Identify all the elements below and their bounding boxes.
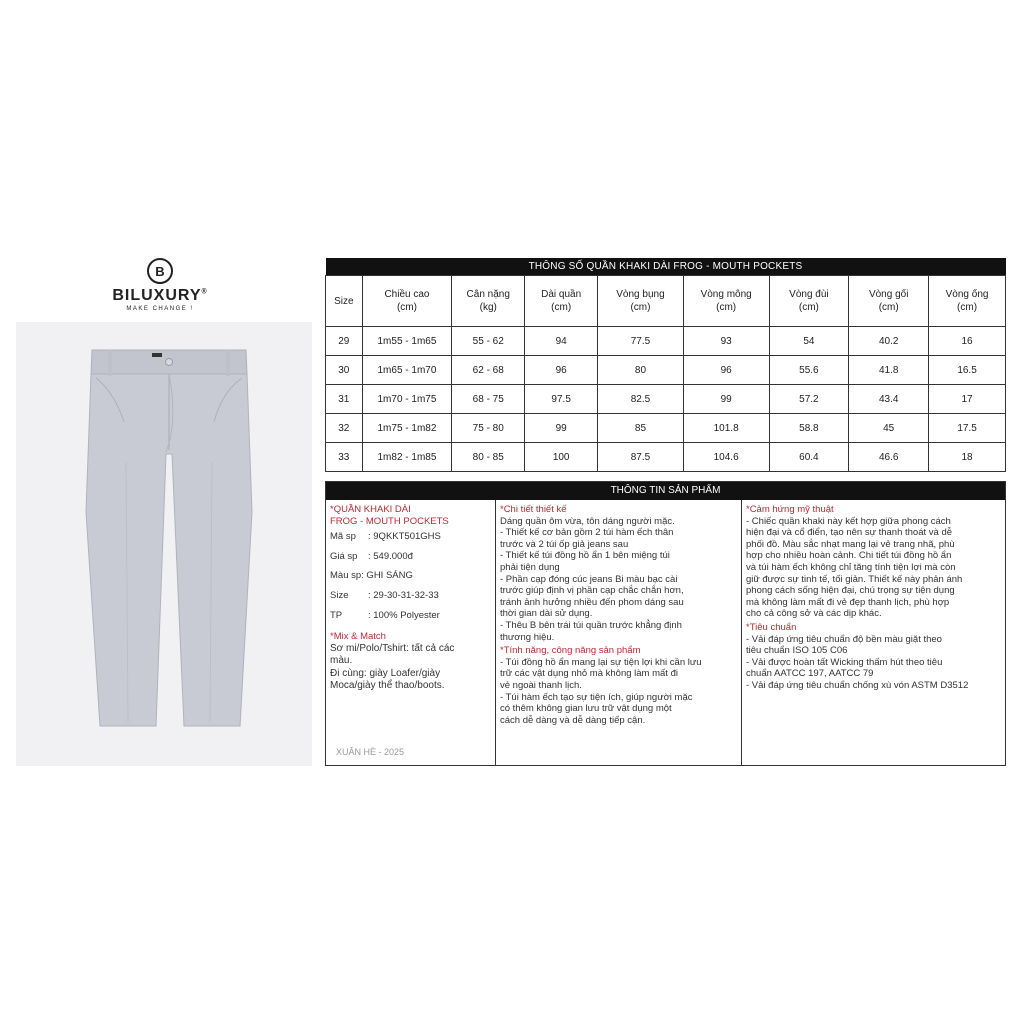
table-cell: 46.6	[849, 443, 929, 472]
khaki-pants-image	[16, 322, 312, 766]
table-cell: 99	[525, 414, 598, 443]
header-cell: Dài quần (cm)	[525, 276, 598, 327]
table-cell: 60.4	[769, 443, 849, 472]
header-cell: Size	[326, 276, 363, 327]
table-cell: 1m82 - 1m85	[362, 443, 452, 472]
table-cell: 1m55 - 1m65	[362, 327, 452, 356]
size-row: Size : 29-30-31-32-33	[330, 589, 439, 601]
price-row: Giá sp : 549.000đ	[330, 550, 413, 562]
table-row	[326, 385, 1006, 414]
inspiration-text: - Chiếc quần khaki này kết hợp giữa phong cách hiện đại và cổ điển, tạo nên sự thanh thoát và dễ phối đồ. Màu sắc nhạt mang lại vẻ trang nhã, phù hợp cho nhiều hoàn cảnh. Chi tiết túi đồng hồ ẩn và túi hàm ếch không chỉ tăng tính tiện lợi mà còn giữ được sự tinh tế, tối giản. Thiết kế này phản ánh phong cách sống hiện đại, chú trọng sự tiện dụng mà không làm mất đi vẻ đẹp thanh lịch, phù hợp cho cả công sở và các dịp khác.	[746, 515, 963, 620]
header-cell: Vòng đùi (cm)	[769, 276, 849, 327]
table-cell: 1m65 - 1m70	[362, 356, 452, 385]
features-text: - Túi đồng hồ ẩn mang lại sự tiện lợi khi cần lưu trữ các vật dụng nhỏ mà không làm mất đi vẻ ngoài thanh lịch. - Túi hàm ếch tạo sự tiện ích, giúp người mặc có thêm không gian lưu trữ vật dụng một cách dễ dàng và dễ dàng tiếp cận.	[500, 656, 702, 726]
color-row: Màu sp: GHI SÁNG	[330, 570, 413, 582]
table-row	[326, 356, 1006, 385]
season-label: XUÂN HÈ - 2025	[336, 747, 405, 758]
info-column-inspiration	[741, 500, 1005, 765]
info-column-basic	[326, 500, 495, 765]
table-cell: 68 - 75	[452, 385, 525, 414]
header-cell: Vòng gối (cm)	[849, 276, 929, 327]
brand-b-icon: B	[147, 258, 173, 284]
table-cell: 45	[849, 414, 929, 443]
table-cell: 1m70 - 1m75	[362, 385, 452, 414]
table-cell: 43.4	[849, 385, 929, 414]
table-cell: 29	[326, 327, 363, 356]
table-cell: 58.8	[769, 414, 849, 443]
size-spec-table	[325, 258, 1006, 472]
info-title: THÔNG TIN SẢN PHẨM	[326, 482, 1005, 500]
header-cell: Vòng bụng (cm)	[598, 276, 684, 327]
table-cell: 100	[525, 443, 598, 472]
table-cell: 55 - 62	[452, 327, 525, 356]
table-cell: 17.5	[929, 414, 1006, 443]
brand-logo	[104, 258, 216, 312]
table-cell: 41.8	[849, 356, 929, 385]
table-cell: 54	[769, 327, 849, 356]
header-cell: Cân nặng (kg)	[452, 276, 525, 327]
registered-mark: ®	[201, 288, 208, 296]
table-cell: 30	[326, 356, 363, 385]
standards-title: *Tiêu chuẩn	[746, 621, 797, 633]
table-row	[326, 443, 1006, 472]
table-cell: 17	[929, 385, 1006, 414]
inspiration-title: *Cảm hứng mỹ thuật	[746, 504, 834, 515]
table-cell: 16	[929, 327, 1006, 356]
table-cell: 75 - 80	[452, 414, 525, 443]
table-row	[326, 414, 1006, 443]
table-row	[326, 327, 1006, 356]
table-cell: 40.2	[849, 327, 929, 356]
table-cell: 85	[598, 414, 684, 443]
spec-header-row	[326, 276, 1006, 327]
material-row: TP : 100% Polyester	[330, 609, 440, 621]
table-cell: 97.5	[525, 385, 598, 414]
table-cell: 80 - 85	[452, 443, 525, 472]
table-cell: 1m75 - 1m82	[362, 414, 452, 443]
table-cell: 80	[598, 356, 684, 385]
table-cell: 96	[525, 356, 598, 385]
table-cell: 18	[929, 443, 1006, 472]
brand-tagline: MAKE CHANGE !	[126, 306, 194, 312]
table-cell: 55.6	[769, 356, 849, 385]
table-cell: 33	[326, 443, 363, 472]
table-cell: 93	[683, 327, 769, 356]
spec-table-title: THÔNG SỐ QUẦN KHAKI DÀI FROG - MOUTH POCKETS	[326, 258, 1006, 276]
table-cell: 96	[683, 356, 769, 385]
table-cell: 87.5	[598, 443, 684, 472]
brand-name: BILUXURY	[112, 287, 202, 304]
features-title: *Tính năng, công năng sản phẩm	[500, 645, 641, 657]
table-cell: 104.6	[683, 443, 769, 472]
table-cell: 99	[683, 385, 769, 414]
header-cell: Vòng ống (cm)	[929, 276, 1006, 327]
product-info-panel	[325, 481, 1006, 766]
table-cell: 32	[326, 414, 363, 443]
table-cell: 82.5	[598, 385, 684, 414]
header-cell: Chiều cao (cm)	[362, 276, 452, 327]
header-cell: Vòng mông (cm)	[683, 276, 769, 327]
table-cell: 57.2	[769, 385, 849, 414]
table-cell: 62 - 68	[452, 356, 525, 385]
table-cell: 101.8	[683, 414, 769, 443]
design-detail-text: Dáng quần ôm vừa, tôn dáng người mặc. - Thiết kế cơ bản gồm 2 túi hàm ếch thân trước và 2 túi ốp giả jeans sau - Thiết kế túi đồng hồ ẩn 1 bên miệng túi phải tiện dụng - Phần cạp đóng cúc jeans Bi màu bạc cài trước giúp định vị phần cạp chắc chắn hơn, tránh ảnh hưởng nhiều đến phom dáng sau thời gian dài sử dụng. - Thêu B bên trái túi quần trước khẳng định thương hiệu.	[500, 515, 684, 643]
design-detail-title: *Chi tiết thiết kế	[500, 504, 567, 515]
table-cell: 94	[525, 327, 598, 356]
sku-row: Mã sp : 9QKKT501GHS	[330, 531, 441, 543]
info-column-design	[495, 500, 741, 765]
standards-text: - Vải đáp ứng tiêu chuẩn độ bền màu giặt theo tiêu chuẩn ISO 105 C06 - Vải được hoàn tất Wicking thấm hút theo tiêu chuẩn AATCC 197, AATCC 79 - Vải đáp ứng tiêu chuẩn chống xù vón ASTM D3512	[746, 633, 969, 691]
mix-match-text: Sơ mi/Polo/Tshirt: tất cả các màu. Đi cùng: giày Loafer/giày Moca/giày thể thao/boots.	[330, 642, 455, 692]
table-cell: 16.5	[929, 356, 1006, 385]
table-cell: 77.5	[598, 327, 684, 356]
mix-match-title: *Mix & Match	[330, 631, 386, 643]
product-name: *QUẦN KHAKI DÀI FROG - MOUTH POCKETS	[330, 504, 449, 527]
product-photo	[16, 322, 312, 766]
table-cell: 31	[326, 385, 363, 414]
